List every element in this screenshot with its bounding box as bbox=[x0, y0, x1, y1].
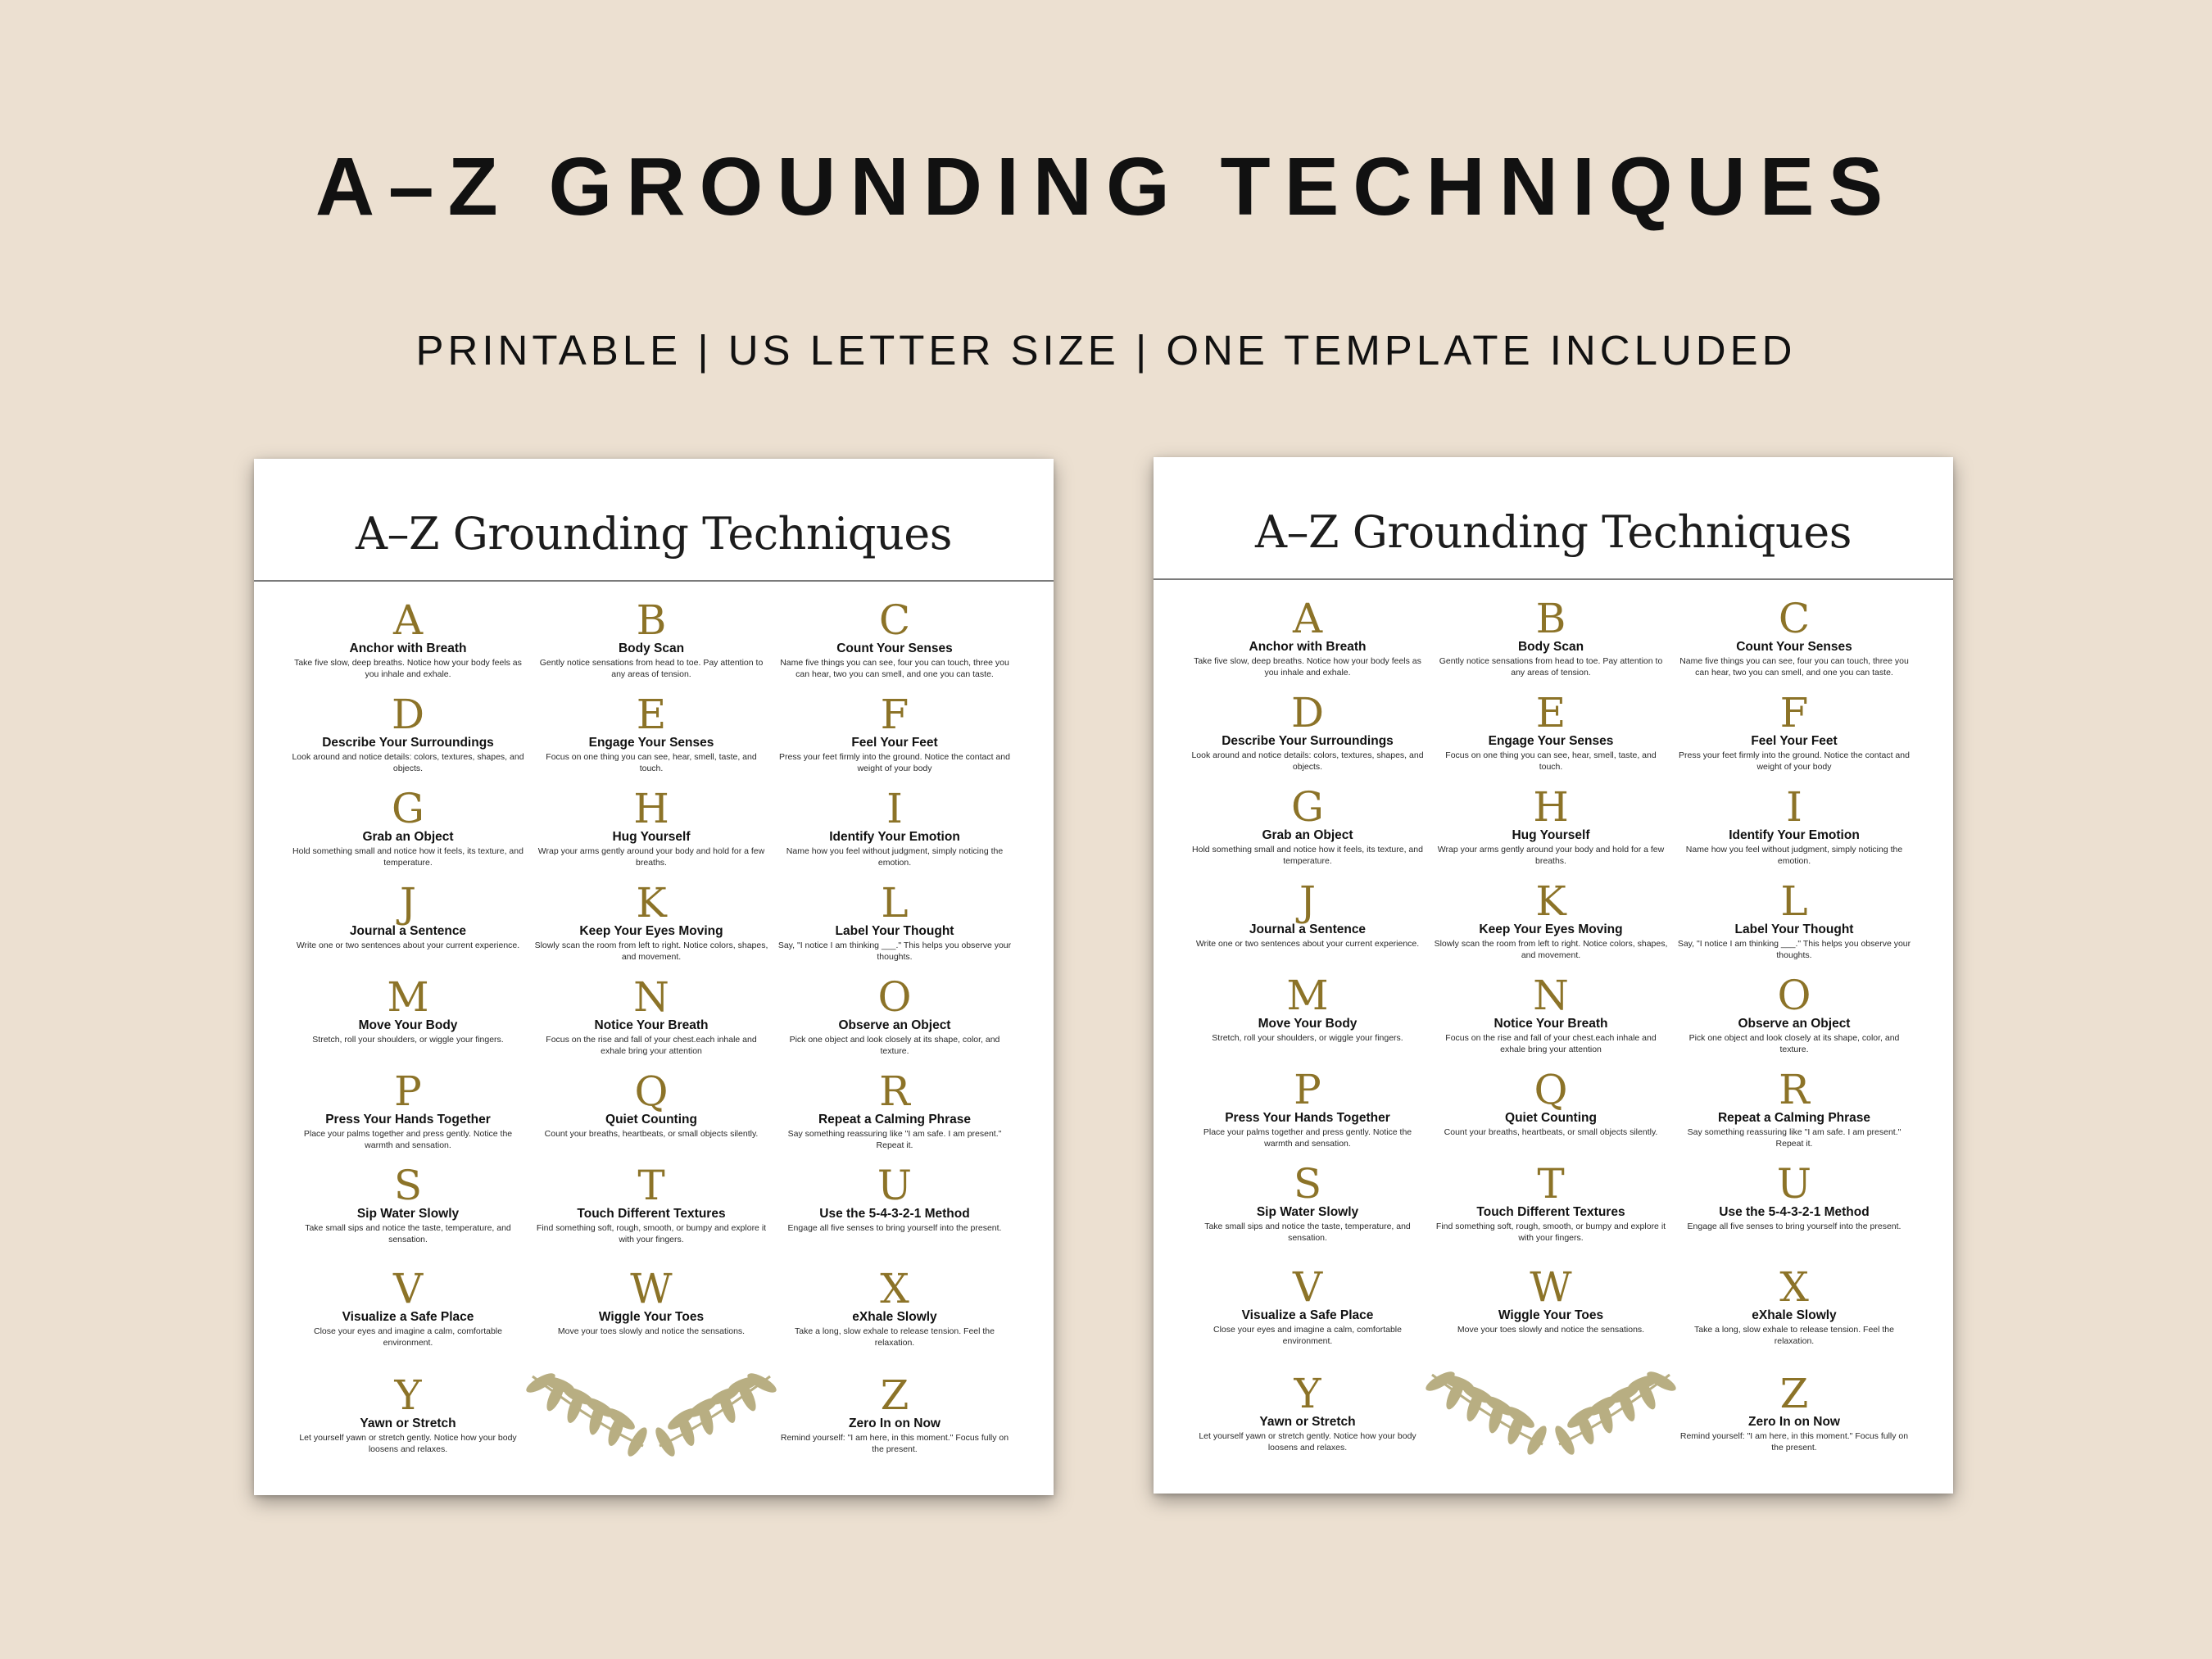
technique-name: Yawn or Stretch bbox=[360, 1416, 456, 1430]
technique-letter: G bbox=[1291, 783, 1324, 831]
technique-description: Slowly scan the room from left to right. Notice colors, shapes, and movement. bbox=[534, 941, 768, 962]
technique-description: Name how you feel without judgment, simply noticing the emotion. bbox=[1685, 845, 1903, 866]
technique-entry bbox=[1185, 972, 1430, 1044]
technique-name: Visualize a Safe Place bbox=[1241, 1308, 1374, 1322]
technique-letter: R bbox=[1779, 1066, 1810, 1113]
technique-description: Focus on one thing you can see, hear, smell, taste, and touch. bbox=[1445, 750, 1657, 772]
technique-name: Identify Your Emotion bbox=[1729, 828, 1860, 842]
technique-letter: Y bbox=[1294, 1370, 1321, 1417]
technique-letter: W bbox=[630, 1265, 673, 1312]
technique-name: Journal a Sentence bbox=[1249, 922, 1367, 936]
printable-sheet-preview-right bbox=[1154, 457, 1953, 1494]
technique-name: Anchor with Breath bbox=[1249, 640, 1367, 654]
technique-description: Let yourself yawn or stretch gently. Notice how your body loosens and relaxes. bbox=[1199, 1431, 1416, 1453]
technique-entry bbox=[1185, 1263, 1430, 1347]
technique-entry bbox=[285, 879, 531, 951]
technique-name: Body Scan bbox=[1517, 640, 1584, 654]
technique-description: Press your feet firmly into the ground. Notice the contact and weight of your body bbox=[779, 752, 1010, 773]
technique-letter: X bbox=[880, 1265, 909, 1312]
technique-description: Find something soft, rough, smooth, or bumpy and explore it with your fingers. bbox=[536, 1223, 767, 1244]
olive-branch bbox=[1552, 1368, 1678, 1457]
technique-name: Sip Water Slowly bbox=[356, 1207, 460, 1221]
technique-entry bbox=[528, 691, 774, 774]
technique-description: Wrap your arms gently around your body and hold for a few breaths. bbox=[1437, 845, 1665, 866]
technique-name: Body Scan bbox=[618, 641, 685, 655]
technique-entry bbox=[772, 691, 1018, 774]
technique-letter: E bbox=[1535, 689, 1566, 737]
technique-letter: W bbox=[1530, 1263, 1572, 1311]
technique-name: Use the 5-4-3-2-1 Method bbox=[1719, 1205, 1870, 1219]
technique-entry bbox=[1671, 972, 1917, 1055]
technique-letter: J bbox=[399, 879, 417, 927]
technique-name: Visualize a Safe Place bbox=[342, 1310, 474, 1324]
technique-name: Count Your Senses bbox=[836, 641, 953, 655]
technique-name: Feel Your Feet bbox=[1751, 734, 1838, 748]
technique-entry bbox=[285, 1162, 531, 1245]
printable-sheet-preview-left bbox=[254, 459, 1054, 1495]
technique-name: Keep Your Eyes Moving bbox=[579, 924, 723, 938]
technique-letter: T bbox=[637, 1162, 665, 1209]
technique-name: Touch Different Textures bbox=[1476, 1205, 1625, 1219]
technique-entry bbox=[1428, 877, 1674, 961]
technique-description: Stretch, roll your shoulders, or wiggle your fingers. bbox=[312, 1035, 504, 1045]
technique-letter: C bbox=[1778, 595, 1811, 642]
technique-letter: Z bbox=[1779, 1370, 1809, 1417]
technique-letter: I bbox=[1786, 783, 1802, 831]
technique-entry bbox=[1671, 1370, 1917, 1453]
technique-description: Focus on the rise and fall of your chest.each inhale and exhale bring your attention bbox=[1445, 1033, 1657, 1054]
technique-letter: K bbox=[636, 879, 667, 927]
technique-name: Observe an Object bbox=[838, 1018, 951, 1032]
technique-letter: H bbox=[633, 785, 669, 832]
olive-branch-icon bbox=[524, 1360, 778, 1466]
technique-entry bbox=[1428, 689, 1674, 773]
technique-name: Feel Your Feet bbox=[851, 736, 938, 750]
technique-entry bbox=[772, 973, 1018, 1057]
technique-letter: J bbox=[1299, 877, 1317, 925]
technique-entry bbox=[1185, 877, 1430, 950]
technique-entry bbox=[1671, 877, 1917, 961]
technique-name: eXhale Slowly bbox=[1752, 1308, 1837, 1322]
sheet-title: A–Z Grounding Techniques bbox=[1255, 506, 1852, 558]
technique-entry bbox=[285, 1067, 531, 1151]
technique-description: Write one or two sentences about your current experience. bbox=[296, 941, 520, 950]
technique-name: Zero In on Now bbox=[849, 1416, 941, 1430]
technique-name: Yawn or Stretch bbox=[1259, 1415, 1356, 1429]
technique-description: Place your palms together and press gently. Notice the warmth and sensation. bbox=[303, 1129, 513, 1150]
technique-letter: D bbox=[1290, 689, 1325, 737]
technique-letter: F bbox=[880, 691, 909, 738]
technique-entry bbox=[1671, 1263, 1917, 1347]
technique-name: Grab an Object bbox=[362, 830, 454, 844]
technique-description: Name five things you can see, four you can touch, three you can hear, two you can smell, and one you can taste. bbox=[1679, 656, 1909, 678]
technique-entry bbox=[772, 1371, 1018, 1455]
technique-letter: A bbox=[392, 596, 424, 644]
technique-name: Quiet Counting bbox=[1505, 1111, 1597, 1125]
technique-description: Gently notice sensations from head to toe. Pay attention to any areas of tension. bbox=[539, 658, 764, 679]
techniques-grid bbox=[254, 459, 1054, 1495]
technique-name: Anchor with Breath bbox=[349, 641, 467, 655]
technique-entry bbox=[772, 596, 1018, 680]
technique-description: Close your eyes and imagine a calm, comfortable environment. bbox=[314, 1326, 502, 1348]
technique-description: Look around and notice details: colors, textures, shapes, and objects. bbox=[292, 752, 524, 773]
technique-name: Sip Water Slowly bbox=[1256, 1205, 1359, 1219]
technique-name: Move Your Body bbox=[1258, 1017, 1358, 1031]
technique-name: Grab an Object bbox=[1262, 828, 1353, 842]
technique-entry bbox=[285, 785, 531, 868]
technique-entry bbox=[1428, 783, 1674, 867]
technique-letter: X bbox=[1779, 1263, 1809, 1311]
technique-letter: Z bbox=[880, 1371, 909, 1419]
olive-branch bbox=[524, 1370, 650, 1459]
technique-letter: N bbox=[633, 973, 669, 1021]
technique-description: Let yourself yawn or stretch gently. Notice how your body loosens and relaxes. bbox=[299, 1433, 517, 1454]
technique-letter: P bbox=[394, 1067, 422, 1115]
technique-description: Say, "I notice I am thinking ___." This helps you observe your thoughts. bbox=[1677, 939, 1911, 960]
technique-description: Hold something small and notice how it feels, its texture, and temperature. bbox=[292, 846, 524, 868]
technique-letter: P bbox=[1294, 1066, 1321, 1113]
technique-entry bbox=[285, 596, 531, 680]
technique-description: Engage all five senses to bring yourself into the present. bbox=[1687, 1222, 1902, 1231]
technique-description: Stretch, roll your shoulders, or wiggle your fingers. bbox=[1212, 1033, 1403, 1043]
technique-entry bbox=[528, 1067, 774, 1140]
technique-letter: R bbox=[879, 1067, 910, 1115]
technique-description: Name how you feel without judgment, simply noticing the emotion. bbox=[786, 846, 1004, 868]
technique-description: Pick one object and look closely at its shape, color, and texture. bbox=[1688, 1033, 1900, 1054]
technique-entry bbox=[772, 1067, 1018, 1151]
technique-description: Find something soft, rough, smooth, or bumpy and explore it with your fingers. bbox=[1435, 1222, 1666, 1243]
technique-description: Remind yourself: "I am here, in this moment." Focus fully on the present. bbox=[1679, 1431, 1909, 1453]
technique-name: Repeat a Calming Phrase bbox=[818, 1113, 972, 1126]
technique-letter: F bbox=[1779, 689, 1809, 737]
technique-letter: C bbox=[878, 596, 911, 644]
technique-letter: V bbox=[1292, 1263, 1323, 1311]
technique-description: Count your breaths, heartbeats, or small objects silently. bbox=[544, 1129, 759, 1139]
technique-description: Focus on the rise and fall of your chest.each inhale and exhale bring your attention bbox=[546, 1035, 757, 1056]
technique-entry bbox=[285, 1371, 531, 1455]
technique-name: Zero In on Now bbox=[1748, 1415, 1840, 1429]
technique-letter: V bbox=[392, 1265, 424, 1312]
technique-name: Engage Your Senses bbox=[1488, 734, 1614, 748]
technique-letter: A bbox=[1292, 595, 1323, 642]
technique-letter: B bbox=[636, 596, 667, 644]
technique-name: Describe Your Surroundings bbox=[1222, 734, 1394, 748]
technique-letter: Y bbox=[394, 1371, 422, 1419]
technique-letter: Q bbox=[1534, 1066, 1568, 1113]
olive-branch-icon bbox=[1424, 1358, 1678, 1465]
technique-name: Identify Your Emotion bbox=[829, 830, 960, 844]
technique-entry bbox=[285, 691, 531, 774]
technique-description: Move your toes slowly and notice the sensations. bbox=[1457, 1325, 1645, 1335]
technique-entry bbox=[1671, 783, 1917, 867]
technique-description: Place your palms together and press gently. Notice the warmth and sensation. bbox=[1203, 1127, 1412, 1149]
technique-letter: U bbox=[877, 1162, 913, 1209]
technique-description: Press your feet firmly into the ground. Notice the contact and weight of your body bbox=[1679, 750, 1910, 772]
technique-entry bbox=[772, 1265, 1018, 1349]
main-title: A–Z GROUNDING TECHNIQUES bbox=[315, 141, 1897, 233]
technique-entry bbox=[1671, 1066, 1917, 1149]
subtitle: PRINTABLE | US LETTER SIZE | ONE TEMPLATE INCLUDED bbox=[415, 327, 1797, 374]
technique-entry bbox=[1185, 1160, 1430, 1244]
technique-entry bbox=[1185, 783, 1430, 867]
technique-name: Count Your Senses bbox=[1736, 640, 1852, 654]
technique-description: Hold something small and notice how it feels, its texture, and temperature. bbox=[1192, 845, 1423, 866]
technique-name: Journal a Sentence bbox=[349, 924, 467, 938]
olive-branch bbox=[652, 1370, 778, 1459]
technique-name: Keep Your Eyes Moving bbox=[1479, 922, 1623, 936]
technique-entry bbox=[1428, 1160, 1674, 1244]
technique-name: Notice Your Breath bbox=[1494, 1017, 1608, 1031]
technique-letter: O bbox=[1777, 972, 1811, 1019]
technique-letter: U bbox=[1776, 1160, 1812, 1208]
technique-entry bbox=[1428, 1263, 1674, 1335]
technique-name: Move Your Body bbox=[358, 1018, 458, 1032]
technique-name: Hug Yourself bbox=[1512, 828, 1590, 842]
technique-description: Gently notice sensations from head to toe. Pay attention to any areas of tension. bbox=[1439, 656, 1663, 678]
technique-entry bbox=[772, 785, 1018, 868]
technique-name: Quiet Counting bbox=[605, 1113, 697, 1126]
technique-entry bbox=[1671, 595, 1917, 678]
technique-entry bbox=[772, 879, 1018, 963]
technique-letter: D bbox=[391, 691, 425, 738]
technique-letter: I bbox=[886, 785, 903, 832]
technique-letter: G bbox=[392, 785, 424, 832]
technique-description: Engage all five senses to bring yourself into the present. bbox=[787, 1223, 1002, 1233]
technique-letter: H bbox=[1533, 783, 1569, 831]
technique-entry bbox=[1185, 689, 1430, 773]
technique-letter: K bbox=[1535, 877, 1566, 925]
technique-name: Notice Your Breath bbox=[594, 1018, 709, 1032]
technique-description: Take five slow, deep breaths. Notice how your body feels as you inhale and exhale. bbox=[1194, 656, 1421, 678]
technique-entry bbox=[1671, 689, 1917, 773]
technique-description: Wrap your arms gently around your body and hold for a few breaths. bbox=[537, 846, 765, 868]
technique-letter: S bbox=[393, 1162, 423, 1209]
technique-letter: L bbox=[881, 879, 909, 927]
technique-entry bbox=[285, 1265, 531, 1349]
technique-entry bbox=[285, 973, 531, 1045]
technique-entry bbox=[1185, 595, 1430, 678]
technique-entry bbox=[528, 973, 774, 1057]
technique-name: Use the 5-4-3-2-1 Method bbox=[819, 1207, 970, 1221]
olive-branch bbox=[1424, 1368, 1550, 1457]
technique-description: Take five slow, deep breaths. Notice how your body feels as you inhale and exhale. bbox=[294, 658, 522, 679]
technique-name: Observe an Object bbox=[1738, 1017, 1851, 1031]
technique-description: Take small sips and notice the taste, temperature, and sensation. bbox=[305, 1223, 511, 1244]
technique-entry bbox=[1185, 1370, 1430, 1453]
technique-description: Remind yourself: "I am here, in this moment." Focus fully on the present. bbox=[780, 1433, 1009, 1454]
technique-name: Wiggle Your Toes bbox=[598, 1310, 705, 1324]
technique-description: Say something reassuring like "I am safe. I am present." Repeat it. bbox=[787, 1129, 1002, 1150]
technique-description: Take small sips and notice the taste, temperature, and sensation. bbox=[1204, 1222, 1411, 1243]
technique-description: Say, "I notice I am thinking ___." This helps you observe your thoughts. bbox=[777, 941, 1012, 962]
technique-description: Move your toes slowly and notice the sensations. bbox=[557, 1326, 746, 1336]
technique-name: Touch Different Textures bbox=[577, 1207, 726, 1221]
technique-letter: B bbox=[1535, 595, 1566, 642]
technique-entry bbox=[1428, 595, 1674, 678]
technique-description: Slowly scan the room from left to right. Notice colors, shapes, and movement. bbox=[1434, 939, 1668, 960]
technique-name: Press Your Hands Together bbox=[1225, 1111, 1390, 1125]
technique-description: Count your breaths, heartbeats, or small objects silently. bbox=[1444, 1127, 1658, 1137]
technique-name: Engage Your Senses bbox=[588, 736, 714, 750]
technique-entry bbox=[772, 1162, 1018, 1234]
technique-letter: O bbox=[877, 973, 912, 1021]
technique-description: Say something reassuring like "I am safe. I am present." Repeat it. bbox=[1687, 1127, 1902, 1149]
technique-description: Focus on one thing you can see, hear, smell, taste, and touch. bbox=[546, 752, 757, 773]
technique-description: Close your eyes and imagine a calm, comfortable environment. bbox=[1213, 1325, 1402, 1346]
technique-description: Take a long, slow exhale to release tension. Feel the relaxation. bbox=[795, 1326, 995, 1348]
technique-name: Hug Yourself bbox=[612, 830, 691, 844]
technique-entry bbox=[1185, 1066, 1430, 1149]
technique-letter: L bbox=[1780, 877, 1808, 925]
technique-description: Write one or two sentences about your current experience. bbox=[1195, 939, 1420, 949]
technique-entry bbox=[1671, 1160, 1917, 1232]
technique-description: Look around and notice details: colors, textures, shapes, and objects. bbox=[1191, 750, 1424, 772]
technique-entry bbox=[1428, 1066, 1674, 1138]
technique-name: Wiggle Your Toes bbox=[1498, 1308, 1604, 1322]
technique-description: Name five things you can see, four you can touch, three you can hear, two you can smell, and one you can taste. bbox=[780, 658, 1009, 679]
technique-description: Take a long, slow exhale to release tension. Feel the relaxation. bbox=[1694, 1325, 1894, 1346]
technique-entry bbox=[528, 785, 774, 868]
technique-description: Pick one object and look closely at its shape, color, and texture. bbox=[789, 1035, 1000, 1056]
technique-entry bbox=[1428, 972, 1674, 1055]
technique-letter: S bbox=[1293, 1160, 1322, 1208]
technique-entry bbox=[528, 1265, 774, 1337]
technique-letter: M bbox=[1286, 972, 1329, 1019]
technique-letter: Q bbox=[634, 1067, 669, 1115]
technique-name: Describe Your Surroundings bbox=[322, 736, 494, 750]
technique-entry bbox=[528, 879, 774, 963]
sheet-title: A–Z Grounding Techniques bbox=[356, 508, 952, 560]
techniques-grid bbox=[1154, 457, 1953, 1494]
technique-name: Press Your Hands Together bbox=[325, 1113, 491, 1126]
technique-name: Repeat a Calming Phrase bbox=[1717, 1111, 1871, 1125]
technique-name: Label Your Thought bbox=[835, 924, 954, 938]
technique-letter: T bbox=[1537, 1160, 1565, 1208]
technique-name: eXhale Slowly bbox=[852, 1310, 937, 1324]
technique-entry bbox=[528, 596, 774, 680]
technique-letter: N bbox=[1533, 972, 1569, 1019]
technique-name: Label Your Thought bbox=[1734, 922, 1854, 936]
technique-letter: E bbox=[636, 691, 667, 738]
technique-entry bbox=[528, 1162, 774, 1245]
technique-letter: M bbox=[387, 973, 429, 1021]
